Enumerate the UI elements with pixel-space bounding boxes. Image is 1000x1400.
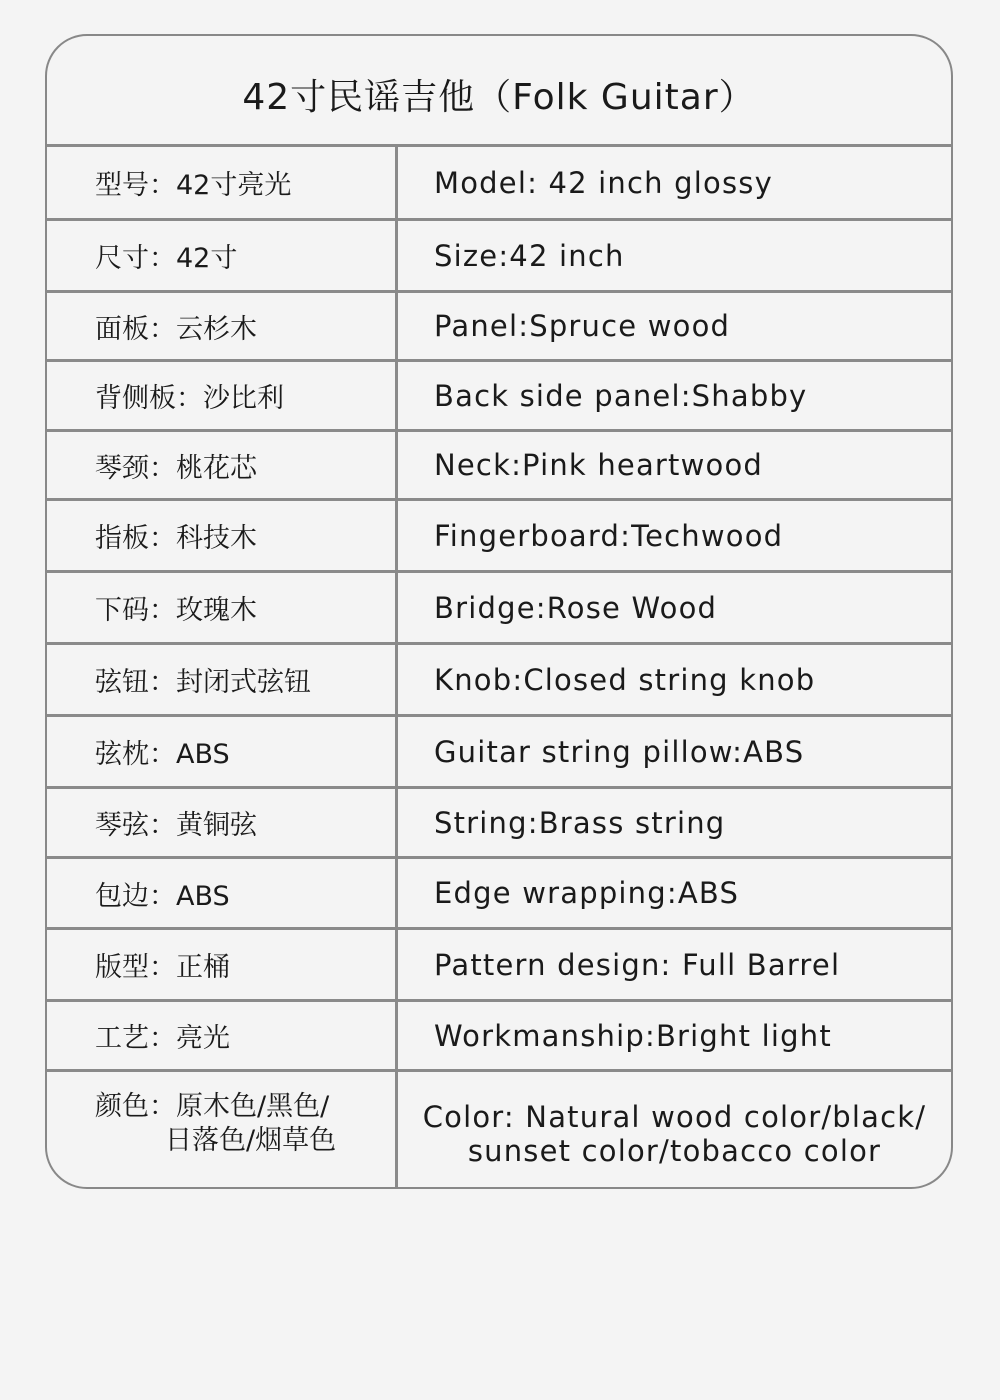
spec-label-en: Knob:Closed string knob [434,662,816,697]
spec-label-cn: 指板：科技木 [47,501,398,570]
spec-label-en: Bridge:Rose Wood [434,590,718,625]
spec-table [47,147,951,1189]
spec-label-cn [47,1072,398,1189]
spec-label-en: Neck:Pink heartwood [434,448,764,482]
spec-row-back-side [47,362,951,432]
spec-row-string-pillow [47,717,951,789]
spec-label-cn: 弦枕：ABS [47,717,398,786]
spec-row-model [47,147,951,221]
color-en-line-1: Color: Natural wood color/black/ [422,1100,927,1134]
spec-label-en: Size:42 inch [434,238,625,273]
color-cn-lines [95,1090,336,1158]
spec-label-en: Workmanship:Bright light [434,1018,832,1053]
spec-label-cn: 琴弦：黄铜弦 [47,789,398,856]
spec-label-en [398,1072,951,1189]
spec-row-workmanship [47,1002,951,1072]
spec-row-panel [47,293,951,362]
spec-row-neck [47,432,951,501]
spec-row-string [47,789,951,859]
spec-label-en: Model: 42 inch glossy [434,165,773,200]
spec-row-knob [47,645,951,717]
color-en-line-2: sunset color/tobacco color [467,1134,882,1168]
spec-row-bridge [47,573,951,645]
spec-label-cn: 包边：ABS [47,859,398,927]
spec-label-cn: 型号：42寸亮光 [47,147,398,218]
spec-label-cn: 面板：云杉木 [47,293,398,359]
spec-label-en: Panel:Spruce wood [434,309,731,343]
spec-row-pattern [47,930,951,1002]
spec-label-cn: 下码：玫瑰木 [47,573,398,642]
spec-label-en: String:Brass string [434,805,726,840]
spec-label-cn: 尺寸：42寸 [47,221,398,290]
spec-label-cn: 琴颈：桃花芯 [47,432,398,498]
spec-label-cn: 背侧板：沙比利 [47,362,398,429]
color-cn-line-1: 颜色：原木色/黑色/ [95,1091,330,1122]
spec-label-en: Guitar string pillow:ABS [434,734,805,769]
spec-row-fingerboard [47,501,951,573]
title-bar [47,36,951,147]
spec-label-cn: 版型：正桶 [47,930,398,999]
color-cn-line-2: 日落色/烟草色 [165,1125,337,1156]
spec-label-cn: 弦钮：封闭式弦钮 [47,645,398,714]
spec-card [45,34,953,1189]
spec-row-color [47,1072,951,1189]
spec-row-edge [47,859,951,930]
spec-label-cn: 工艺：亮光 [47,1002,398,1069]
spec-label-en: Pattern design: Full Barrel [434,947,841,982]
color-en-lines [423,1100,927,1168]
spec-label-en: Fingerboard:Techwood [434,518,784,553]
spec-label-en: Back side panel:Shabby [434,378,808,413]
spec-row-size [47,221,951,293]
spec-label-en: Edge wrapping:ABS [434,876,740,910]
page-title: 42寸民谣吉他（Folk Guitar） [242,76,756,118]
